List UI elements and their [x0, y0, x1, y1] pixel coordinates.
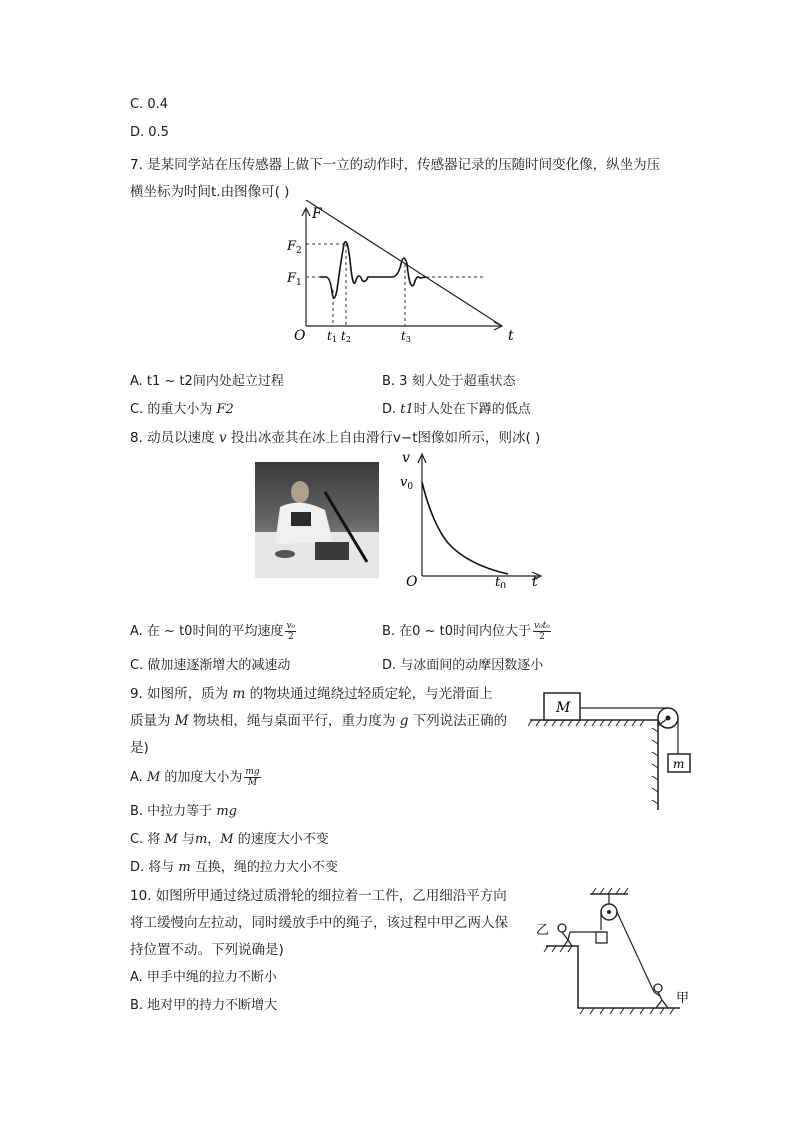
block-m-label: m	[673, 757, 685, 771]
q7-t2-sub: 2	[345, 335, 351, 344]
q7-t1-sub: 1	[331, 335, 337, 344]
svg-text:v0	[400, 475, 413, 492]
q7-f1-label: F	[287, 271, 297, 286]
q7-t3-sub: 3	[405, 335, 411, 344]
svg-text:t2	[341, 329, 351, 344]
q7-f1-sub: 1	[296, 278, 302, 288]
q7-t1-label: t	[327, 329, 332, 343]
q9-text-line1: 9. 如图所，质为 m 的物块通过绳绕过轻质定轮，与光滑面上	[130, 686, 493, 702]
q8-y-axis-label: v	[402, 450, 410, 466]
q8-v0-sub: 0	[407, 482, 414, 492]
q7-text-line1: 7. 是某同学站在压传感器上做下一立的动作时，传感器记录的压随时间变化像，纵坐为压	[130, 157, 661, 173]
svg-text:F1	[286, 271, 302, 288]
q9-text-line2: 质量为 M 物块相，绳与桌面平行，重力度为 g 下列说法正确的	[130, 713, 508, 729]
q9-option-c: C. 将 M 与m，M 的速度大小不变	[130, 832, 329, 847]
q7-t3-label: t	[401, 329, 406, 343]
q9-option-d: D. 将与 m 互换，绳的拉力大小不变	[130, 860, 338, 875]
svg-text:t1	[327, 329, 337, 344]
q7-force-curve	[320, 242, 426, 298]
q7-force-time-graph	[280, 200, 520, 350]
svg-text:t3	[401, 329, 411, 344]
q7-t2-label: t	[341, 329, 346, 343]
q8-option-d: D. 与冰面间的动摩因数逐小	[382, 658, 544, 673]
person-jia-label: 甲	[676, 991, 690, 1006]
q8-velocity-curve	[422, 482, 508, 574]
q7-origin-label: O	[294, 328, 306, 344]
q8-text-line1: 8. 动员以速度 v 投出冰壶其在冰上自由滑行v−t图像如所示，则冰( )	[130, 430, 541, 446]
q10-text-line2: 将工缓慢向左拉动，同时缓放手中的绳子，该过程中甲乙两人保	[130, 915, 508, 931]
q8-v0-label: v	[400, 475, 408, 490]
q8-option-c: C. 做加速逐渐增大的减速动	[130, 658, 291, 673]
q10-option-a: A. 甲手中绳的拉力不断小	[130, 970, 277, 985]
curling-photo	[255, 462, 379, 578]
option-d-prev: D. 0.5	[130, 125, 169, 140]
q9-option-a: A. M 的加度大小为 $\frac{mg}{M}$	[130, 767, 260, 788]
block-M-label: M	[556, 700, 571, 716]
q7-f2-label: F	[287, 239, 297, 254]
svg-text:t0	[495, 575, 506, 588]
q7-option-b: B. 3 刻人处于超重状态	[382, 374, 516, 389]
option-c-prev: C. 0.4	[130, 97, 169, 112]
q8-t0-sub: 0	[500, 582, 506, 588]
person-yi-head	[558, 924, 566, 932]
q7-x-axis-label: t	[508, 328, 514, 344]
q7-f2-sub: 2	[296, 246, 302, 256]
q7-text-line2: 横坐标为时间t.由图像可( )	[130, 184, 290, 200]
q9-option-b: B. 中拉力等于 mg	[130, 804, 237, 819]
q10-workpiece	[596, 932, 607, 943]
q9-text-line3: 是)	[130, 740, 149, 756]
q10-option-b: B. 地对甲的持力不断增大	[130, 998, 278, 1013]
q7-option-a: A. t1 ~ t2间内处起立过程	[130, 374, 284, 389]
q8-t0-label: t	[495, 575, 501, 588]
q7-option-d: D. t1时人处在下蹲的低点	[382, 402, 531, 417]
q8-option-b: B. 在0 ~ t0时间内位大于 $\frac{\text{v₀t₀}}{2}$	[382, 621, 550, 642]
q10-text-line1: 10. 如图所甲通过绕过质滑轮的细拉着一工件，乙用细沿平方向	[130, 888, 507, 904]
q7-option-c: C. 的重大小为 F2	[130, 402, 234, 417]
q7-y-axis-label: F	[312, 206, 322, 222]
q8-velocity-time-graph	[398, 448, 548, 588]
svg-text:F2	[286, 239, 302, 256]
q10-text-line3: 持位置不动。下列说确是)	[130, 942, 284, 958]
q9-pulley-diagram	[528, 688, 698, 813]
person-jia-head	[654, 984, 662, 992]
q8-x-axis-label: t	[532, 574, 538, 588]
person-yi-label: 乙	[536, 923, 550, 938]
q8-option-a: A. 在 ~ t0时间的平均速度 $\frac{\text{v₀}}{2}$	[130, 621, 296, 642]
q8-origin-label: O	[406, 574, 418, 588]
q10-pulley-diagram	[530, 888, 700, 1018]
